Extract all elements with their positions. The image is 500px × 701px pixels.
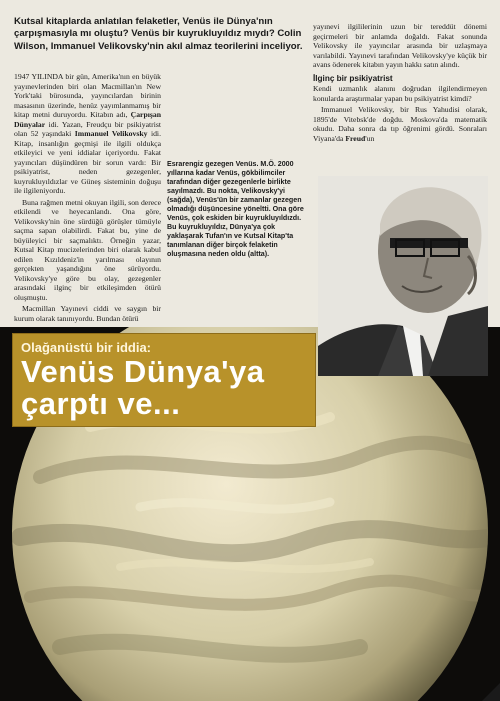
paragraph: Macmillan Yayınevi ciddi ve saygın bir kurum olarak tanınıyordu. Bundan ötürü [14, 304, 161, 323]
paragraph: Immanuel Velikovsky, bir Rus Yahudisi olarak, 1895'de Vitebsk'de doğdu. Moskova'da matematik okudu. Daha sonra da tıp öğrenimi gördü. Sonraları Viyana'da Freud'un [313, 105, 487, 143]
velikovsky-portrait [318, 176, 488, 376]
article-column-left [14, 72, 161, 325]
author-name: Immanuel Velikovsky [74, 129, 148, 138]
banner-kicker: Olağanüstü bir iddia: [21, 340, 152, 355]
paragraph: Buna rağmen metni okuyan ilgili, son derece etkilendi ve heyecanlandı. Ona göre, Velikovsky'nin öne sürdüğü görüşler tümüyle saçma sapan olabilirdi. Fakat bu, yine de büyüleyici bir saçmalıktı. Örneğin yazar, Kutsal Kitap mucizelerinden biri olarak kabul edilen Kızıldeniz'in yarılması olayının gerçekten yaşandığını öne sürüyordu. Velikovsky'ye göre bu olay, gezegenler arasındaki ilginç bir etkileşimden ötürü oluşmuştu. [14, 197, 161, 302]
paragraph: 1947 YILINDA bir gün, Amerika'nın en büyük yayınevlerinden biri olan Macmillan'ın New York'taki bürosunda, yayıncılardan birinin masasının üzerinde, henüz yayımlanmamış bir kitap metni duruyordu. Kitabın adı, Çarpışan Dünyalar idi. Yazan, Freudçu bir psikiyatrist olan 52 yaşındaki Immanuel Velikovsky idi. Kitap, insanlığın geçmişi ile ilgili oldukça etkileyici ve yeni iddialar içeriyordu. Fakat yayıncıları düşündüren bir sorun vardı: Bir psikiyatrist, neden gezegenler, kuyrukluyıldızlar ve Güneş sisteminin doğuşu ile ilgileniyordu. [14, 72, 161, 195]
lead-in-year: 1947 YILINDA [14, 72, 64, 81]
photo-caption: Esrarengiz gezegen Venüs. M.Ö. 2000 yıllarına kadar Venüs, gökbilimciler tarafından diğer gezegenlerle birlikte sayılmazdı. Bu nokta, Velikovsky'yi (sağda), Venüs'ün bir zamanlar gezegen olmadığı düşüncesine yöneltti. Ona göre Venüs, çok eskiden bir kuyrukluyıldızdı. Bu kuyrukluyıldız, Dünya'ya çok yaklaşarak Tufan'ın ve Kutsal Kitap'ta tanımlanan diğer birçok felaketin oluşmasına neden oldu (altta). [167, 160, 304, 258]
book-title: Çarpışan Dünyalar [14, 110, 161, 129]
page-corner [482, 683, 500, 701]
banner-headline: Venüs Dünya'ya çarptı ve... [21, 354, 265, 421]
headline-banner [12, 333, 316, 427]
paragraph: Kendi uzmanlık alanını doğrudan ilgilendirmeyen konularda araştırmalar yapan bu psikiyatrist kimdi? [313, 84, 487, 103]
intro-deck: Kutsal kitaplarda anlatılan felaketler, Venüs ile Dünya'nın çarpışmasıyla mı oluştu? Venüs bir kuyrukluyıldız mıydı? Colin Wilson, Immanuel Velikovsky'nin akıl almaz teorilerini inceliyor. [14, 16, 303, 52]
subheading: İlginç bir psikiyatrist [313, 73, 393, 83]
article-column-right [313, 22, 487, 145]
freud-name: Freud [345, 133, 366, 143]
paragraph: yayınevi ilgililerinin uzun bir tereddüt dönemi geçirmeleri bir anlamda doğaldı. Fakat sonunda Velikovsky ile yayıncılar arasında bir uzlaşmaya varılabildi. Yayınevi tarafından Velikovsky'ye küçük bir avans ödenerek kitabın yayın hakkı satın alındı. [313, 22, 487, 69]
